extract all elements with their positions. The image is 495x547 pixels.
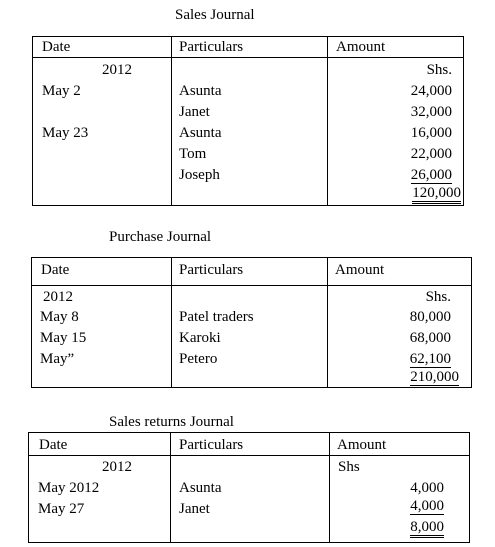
purchase-journal-title: Purchase Journal (109, 229, 212, 245)
purchase-row-particular: Patel traders (179, 309, 254, 325)
purchase-header-date: Date (41, 262, 70, 278)
purchase-row-amount: 80,000 (409, 309, 451, 325)
sales-returns-journal-title: Sales returns Journal (109, 414, 234, 430)
returns-row-particular: Asunta (179, 480, 222, 496)
sales-row-date: May 23 (42, 125, 89, 141)
purchase-row-amount: 62,100 (409, 351, 451, 367)
sales-header-date: Date (42, 39, 71, 55)
sales-header-amount: Amount (336, 39, 386, 55)
purchase-row-amount: 68,000 (409, 330, 451, 346)
sales-row-amount: 22,000 (410, 146, 452, 162)
sales-journal-title: Sales Journal (175, 7, 255, 23)
returns-header-date: Date (39, 437, 68, 453)
purchase-row-particular: Karoki (179, 330, 221, 346)
returns-total: 8,000 (410, 519, 444, 538)
purchase-row-date: May” (40, 351, 75, 367)
sales-row-amount: 26,000 (410, 167, 452, 183)
returns-row-date: May 2012 (38, 480, 100, 496)
sales-header-particulars: Particulars (179, 39, 244, 55)
sales-row-particular: Janet (179, 104, 210, 120)
returns-row-particular: Janet (179, 501, 210, 517)
purchase-header-amount: Amount (335, 262, 385, 278)
sales-total: 120,000 (412, 185, 461, 204)
sales-row-date: May 2 (42, 83, 81, 99)
purchase-row-particular: Petero (179, 351, 218, 367)
purchase-row-date: May 15 (40, 330, 87, 346)
sales-currency: Shs. (426, 62, 452, 78)
returns-currency: Shs (338, 459, 360, 475)
sales-year: 2012 (102, 62, 132, 78)
purchase-total: 210,000 (410, 369, 459, 388)
purchase-row-date: May 8 (40, 309, 79, 325)
sales-row-amount: 32,000 (410, 104, 452, 120)
sales-row-particular: Asunta (179, 125, 222, 141)
sales-row-particular: Asunta (179, 83, 222, 99)
sales-row-amount: 24,000 (410, 83, 452, 99)
purchase-currency: Shs. (425, 289, 451, 305)
returns-header-particulars: Particulars (179, 437, 244, 453)
sales-row-particular: Tom (179, 146, 207, 162)
returns-row-date: May 27 (38, 501, 85, 517)
sales-row-particular: Joseph (179, 167, 220, 183)
purchase-header-particulars: Particulars (179, 262, 244, 278)
returns-header-amount: Amount (337, 437, 387, 453)
returns-year: 2012 (102, 459, 132, 475)
purchase-year: 2012 (43, 289, 73, 305)
returns-row-amount: 4,000 (410, 480, 444, 496)
sales-row-amount: 16,000 (410, 125, 452, 141)
returns-row-amount: 4,000 (410, 498, 444, 514)
